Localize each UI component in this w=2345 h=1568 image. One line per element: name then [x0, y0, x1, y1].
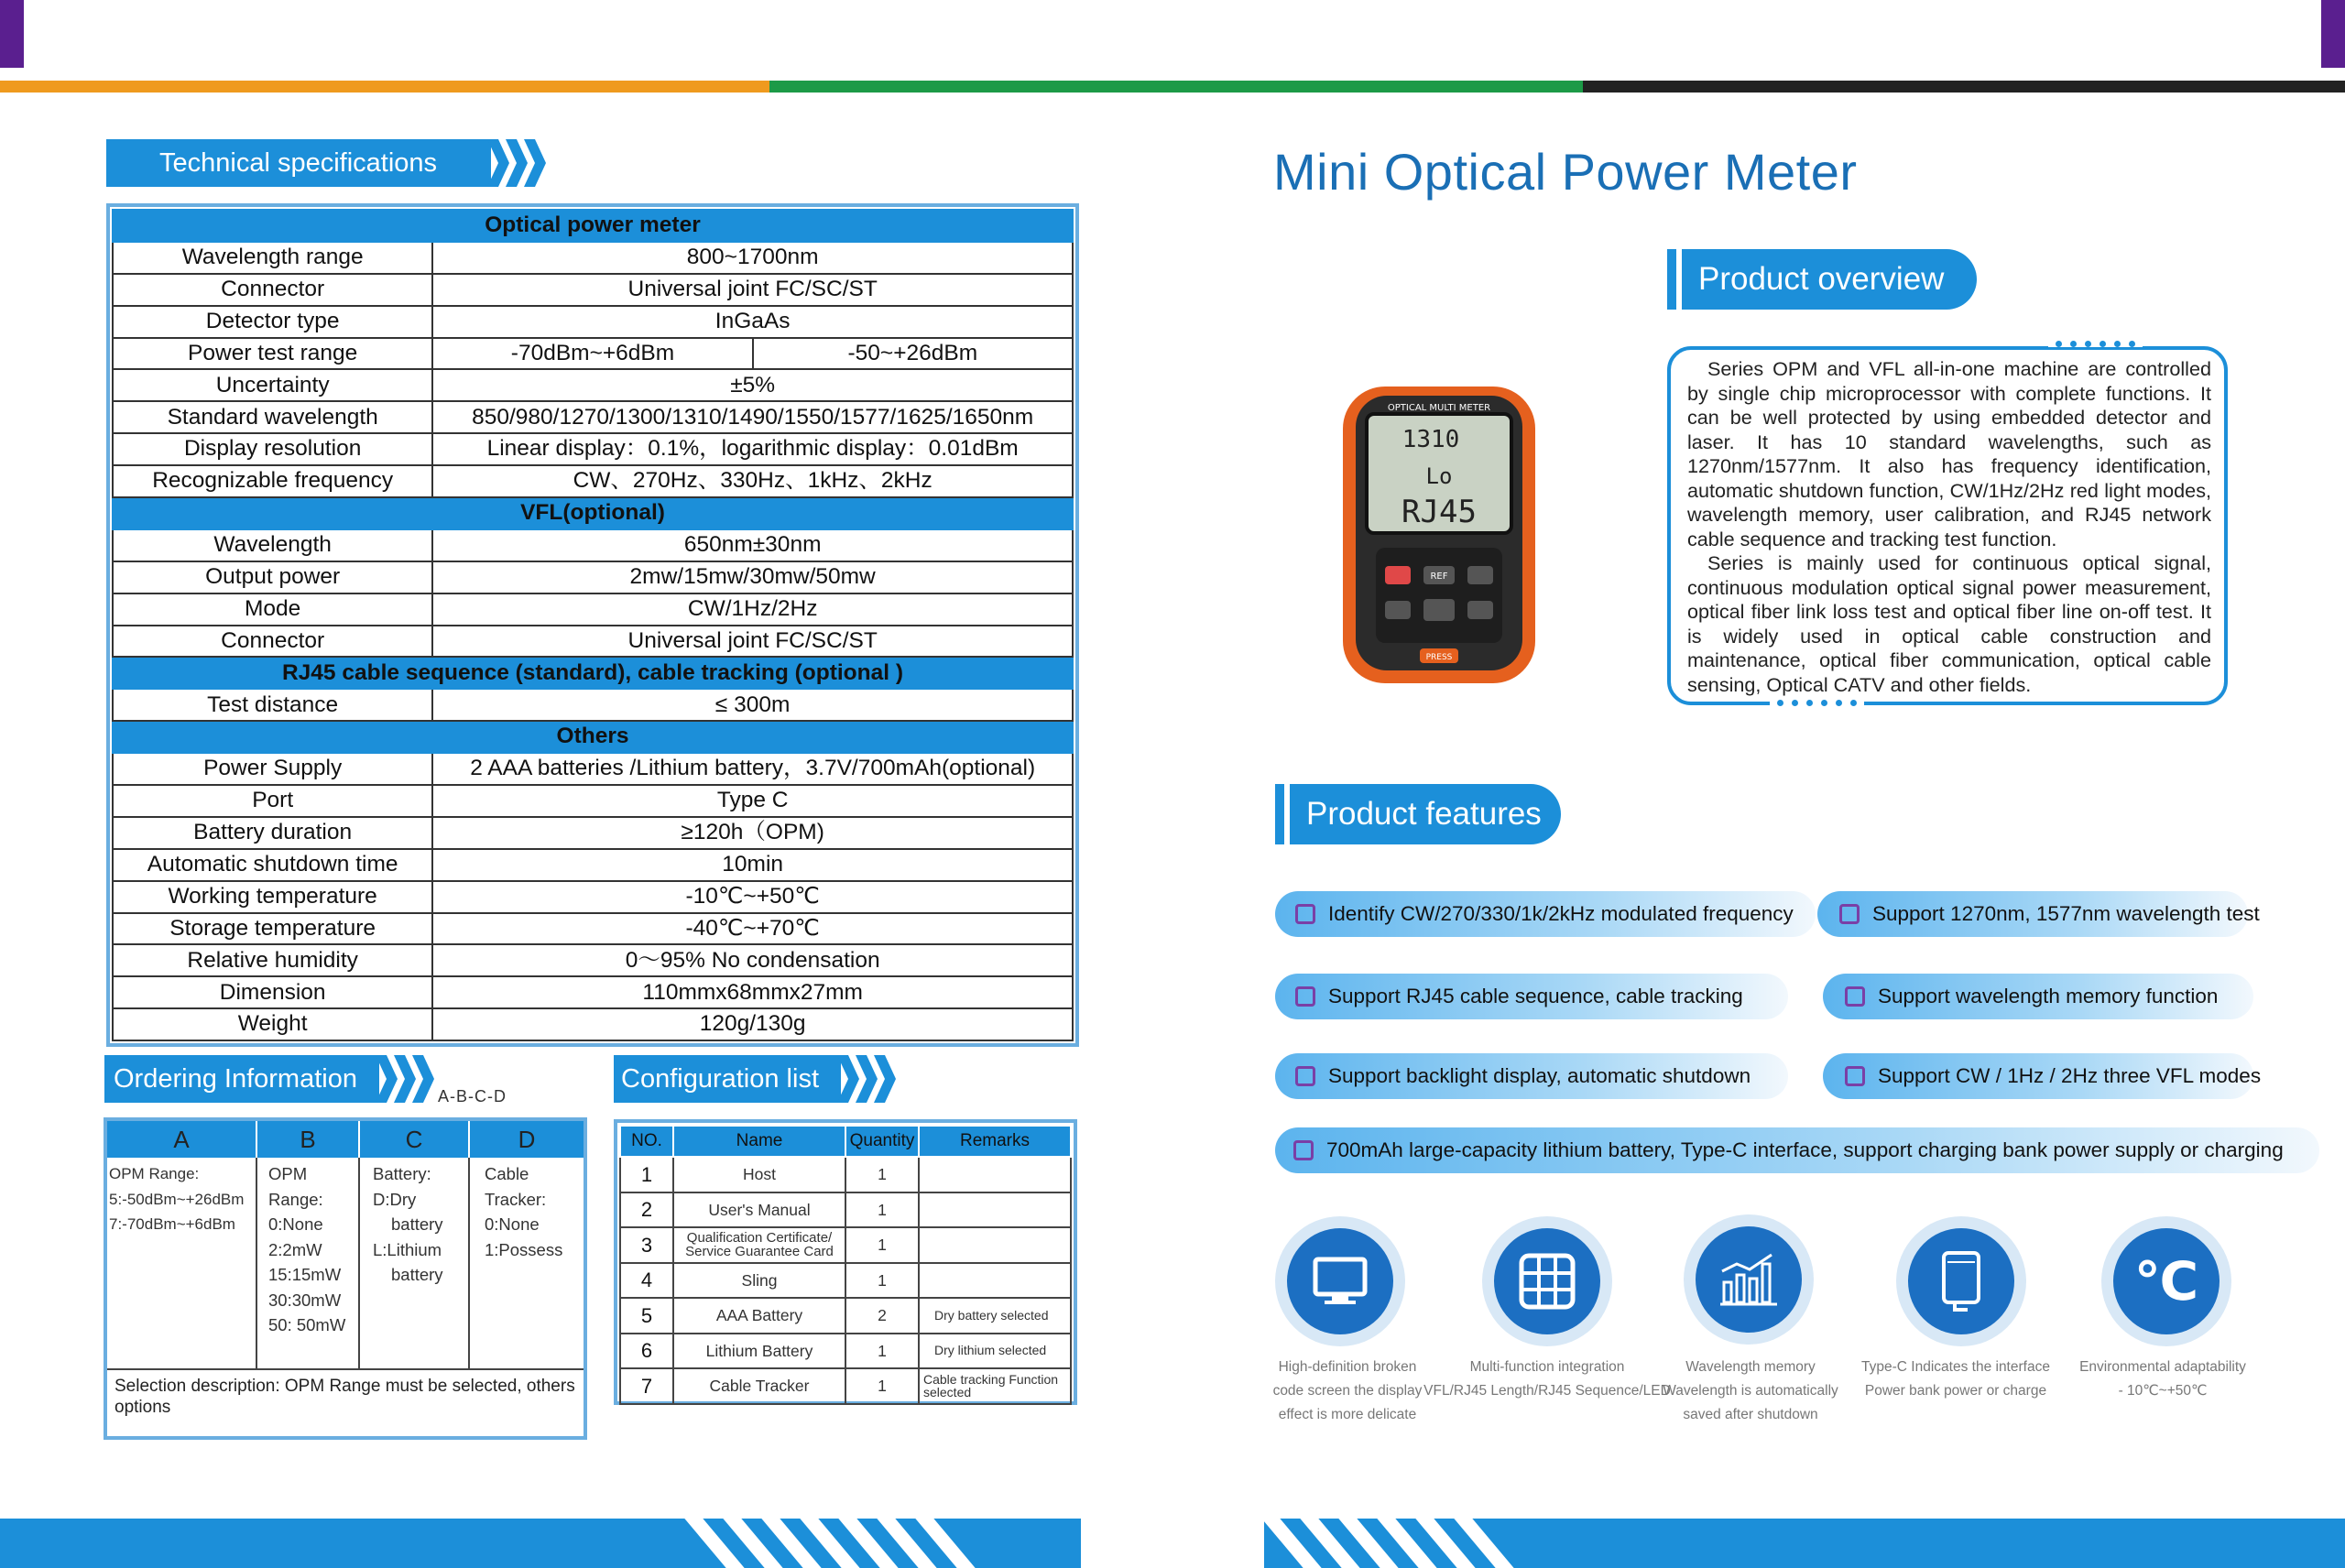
spec-section-row: RJ45 cable sequence (standard), cable tracking (optional ) — [113, 657, 1073, 689]
feature-item: Identify CW/270/330/1k/2kHz modulated frequency — [1275, 891, 1816, 937]
phone-charge-icon — [1908, 1228, 2014, 1334]
spec-row: Detector type InGaAs — [113, 306, 1073, 338]
feature-item: Support backlight display, automatic shutdown — [1275, 1053, 1788, 1099]
device-screen-line: Lo — [1425, 463, 1453, 489]
ordering-table — [104, 1117, 587, 1440]
config-title: Configuration list — [614, 1055, 841, 1103]
overview-paragraph: Series is mainly used for continuous optical signal, continuous modulation optical signal power measurement, optical fiber link loss test and optical fiber line on-off test. It is widely used in optical cable construction and maintenance, optical fiber communication, optical cable sensing, Optical CATV and other fields. — [1687, 551, 2211, 696]
config-row: 3 Qualification Certificate/ Service Guarantee Card 1 — [620, 1227, 1071, 1263]
features-header — [1275, 784, 1561, 844]
chevron-right-icon — [487, 139, 542, 187]
spec-row: Battery duration ≥120h（OPM) — [113, 817, 1073, 849]
ordering-col-header: C — [360, 1121, 470, 1158]
overview-header — [1667, 249, 1977, 310]
features-title-bar — [1275, 784, 1284, 844]
config-row: 4 Sling 1 — [620, 1263, 1071, 1299]
spec-row: Recognizable frequency CW、270Hz、330Hz、1kHz、2kHz — [113, 465, 1073, 497]
overview-title-bar — [1667, 249, 1676, 310]
ordering-col-header: A — [107, 1121, 257, 1158]
icon-caption: Environmental adaptability - 10℃~+50℃ — [2079, 1359, 2246, 1399]
feature-icon-card — [1275, 1216, 1405, 1346]
feature-icon-card — [1896, 1216, 2026, 1346]
feature-item: Support CW / 1Hz / 2Hz three VFL modes — [1823, 1053, 2253, 1099]
spec-row: Display resolution Linear display：0.1%，logarithmic display：0.01dBm — [113, 433, 1073, 465]
spec-row: Output power 2mw/15mw/30mw/50mw — [113, 561, 1073, 593]
config-table — [614, 1119, 1077, 1405]
ordering-body — [107, 1158, 584, 1370]
spec-row: Power test range -70dBm~+6dBm -50~+26dBm — [113, 338, 1073, 370]
spec-row: Weight 120g/130g — [113, 1008, 1073, 1040]
spec-section-row: Others — [113, 721, 1073, 753]
spec-row: Standard wavelength 850/980/1270/1300/1310/1490/1550/1577/1625/1650nm — [113, 401, 1073, 433]
feature-item: 700mAh large-capacity lithium battery, Type-C interface, support charging bank power supply or charging — [1275, 1127, 2319, 1173]
ordering-col-header: B — [257, 1121, 360, 1158]
config-header-row: NO. Name Quantity Remarks — [620, 1126, 1071, 1157]
ordering-col-c: Battery: D:Dry battery L:Lithium battery — [360, 1158, 470, 1368]
spec-title: Technical specifications — [106, 139, 491, 187]
overview-text-box — [1667, 346, 2228, 705]
features-title: Product features — [1290, 784, 1561, 844]
spec-row: Automatic shutdown time 10min — [113, 849, 1073, 881]
bottom-stripes-left — [705, 1519, 975, 1568]
spec-row: Working temperature -10℃~+50℃ — [113, 881, 1073, 913]
config-row: 5 AAA Battery 2 Dry battery selected — [620, 1298, 1071, 1334]
spec-table — [106, 203, 1079, 1047]
ordering-col-b: OPM Range: 0:None 2:2mW 15:15mW 30:30mW 50: 50mW — [257, 1158, 360, 1368]
spec-row: Test distance ≤ 300m — [113, 689, 1073, 721]
spec-row: Mode CW/1Hz/2Hz — [113, 593, 1073, 626]
feature-bullet-icon — [1295, 904, 1315, 924]
feature-bullet-icon — [1845, 1066, 1865, 1086]
spec-row: Wavelength range 800~1700nm — [113, 242, 1073, 274]
ordering-header-row — [107, 1121, 584, 1158]
top-stripe-black — [1583, 81, 2345, 93]
icon-caption: Type-C Indicates the interface Power bank power or charge — [1861, 1359, 2050, 1399]
icon-caption: High-definition broken code screen the display effect is more delicate — [1272, 1359, 1423, 1422]
feature-item: Support RJ45 cable sequence, cable tracking — [1275, 974, 1788, 1019]
page-title: Mini Optical Power Meter — [1273, 143, 1858, 201]
celsius-icon: ℃ — [2113, 1228, 2220, 1334]
feature-icon-card — [2101, 1216, 2231, 1346]
feature-bullet-icon — [1293, 1140, 1314, 1160]
bottom-stripes-right — [1282, 1519, 1513, 1568]
feature-icon-card — [1684, 1214, 1814, 1345]
config-row: 7 Cable Tracker 1 Cable tracking Function selected — [620, 1368, 1071, 1404]
bar-chart-icon — [1696, 1226, 1802, 1333]
ordering-header — [104, 1055, 431, 1103]
config-row: 6 Lithium Battery 1 Dry lithium selected — [620, 1334, 1071, 1369]
device-screen-line: 1310 — [1402, 426, 1460, 453]
ordering-col-a: OPM Range: 5:-50dBm~+26dBm 7:-70dBm~+6dBm — [107, 1158, 257, 1368]
config-row: 1 Host 1 — [620, 1157, 1071, 1192]
icon-caption: Multi-function integration VFL/RJ45 Length/RJ45 Sequence/LED — [1423, 1359, 1671, 1399]
feature-bullet-icon — [1295, 986, 1315, 1007]
chevron-right-icon — [837, 1055, 892, 1103]
spec-row: Dimension 110mmx68mmx27mm — [113, 976, 1073, 1008]
ordering-title: Ordering Information — [104, 1055, 379, 1103]
monitor-icon — [1287, 1228, 1393, 1334]
device-illustration — [1339, 383, 1539, 687]
config-header — [614, 1055, 892, 1103]
spec-row: Uncertainty ±5% — [113, 369, 1073, 401]
top-stripe-green — [769, 81, 1583, 93]
device-button-label: REF — [1430, 572, 1448, 582]
overview-title: Product overview — [1682, 249, 1977, 310]
ordering-col-header: D — [518, 1126, 536, 1153]
spec-row: Power Supply 2 AAA batteries /Lithium battery，3.7V/700mAh(optional) — [113, 753, 1073, 785]
optical-meter-image — [1339, 383, 1539, 687]
ordering-footnote: Selection description: OPM Range must be selected, others options — [115, 1377, 575, 1417]
icon-caption: Wavelength memory Wavelength is automatically saved after shutdown — [1663, 1359, 1838, 1422]
ordering-code: A-B-C-D — [438, 1087, 507, 1105]
config-row: 2 User's Manual 1 — [620, 1192, 1071, 1228]
grid-icon — [1494, 1228, 1600, 1334]
spec-row: Port Type C — [113, 785, 1073, 817]
dots-decoration — [2048, 341, 2143, 347]
device-button-label: PRESS — [1425, 653, 1453, 662]
device-label: OPTICAL MULTI METER — [1387, 403, 1491, 413]
ordering-col-d: Cable Tracker: 0:None 1:Possess — [485, 1164, 563, 1259]
spec-section-row: VFL(optional) — [113, 497, 1073, 529]
spec-header — [106, 139, 542, 187]
bottom-gap — [1081, 1519, 1264, 1568]
feature-item: Support 1270nm, 1577nm wavelength test — [1817, 891, 2248, 937]
spec-row: Wavelength 650nm±30nm — [113, 529, 1073, 561]
feature-bullet-icon — [1845, 986, 1865, 1007]
feature-bullet-icon — [1295, 1066, 1315, 1086]
spec-row: Connector Universal joint FC/SC/ST — [113, 274, 1073, 306]
corner-decoration-right — [2321, 0, 2345, 68]
corner-decoration-left — [0, 0, 24, 68]
chevron-right-icon — [376, 1055, 431, 1103]
spec-section-row: Optical power meter — [113, 210, 1073, 242]
spec-row: Relative humidity 0～95% No condensation — [113, 944, 1073, 976]
feature-bullet-icon — [1839, 904, 1860, 924]
feature-item: Support wavelength memory function — [1823, 974, 2253, 1019]
overview-paragraph: Series OPM and VFL all-in-one machine are controlled by single chip microprocessor with complete functions. It can be well protected by using embedded detector and laser. It has 10 standard wavelengths, such as 1270nm/1577nm. It also has frequency identification, automatic shutdown function, CW/1Hz/2Hz red light modes, wavelength memory, user calibration, and RJ45 network cable sequence and tracking test function. — [1687, 357, 2211, 550]
feature-icon-card — [1482, 1216, 1612, 1346]
spec-row: Storage temperature -40℃~+70℃ — [113, 913, 1073, 945]
dots-decoration — [1770, 700, 1864, 706]
spec-row: Connector Universal joint FC/SC/ST — [113, 626, 1073, 658]
device-screen-line: RJ45 — [1402, 494, 1477, 530]
top-stripe-orange — [0, 81, 769, 93]
